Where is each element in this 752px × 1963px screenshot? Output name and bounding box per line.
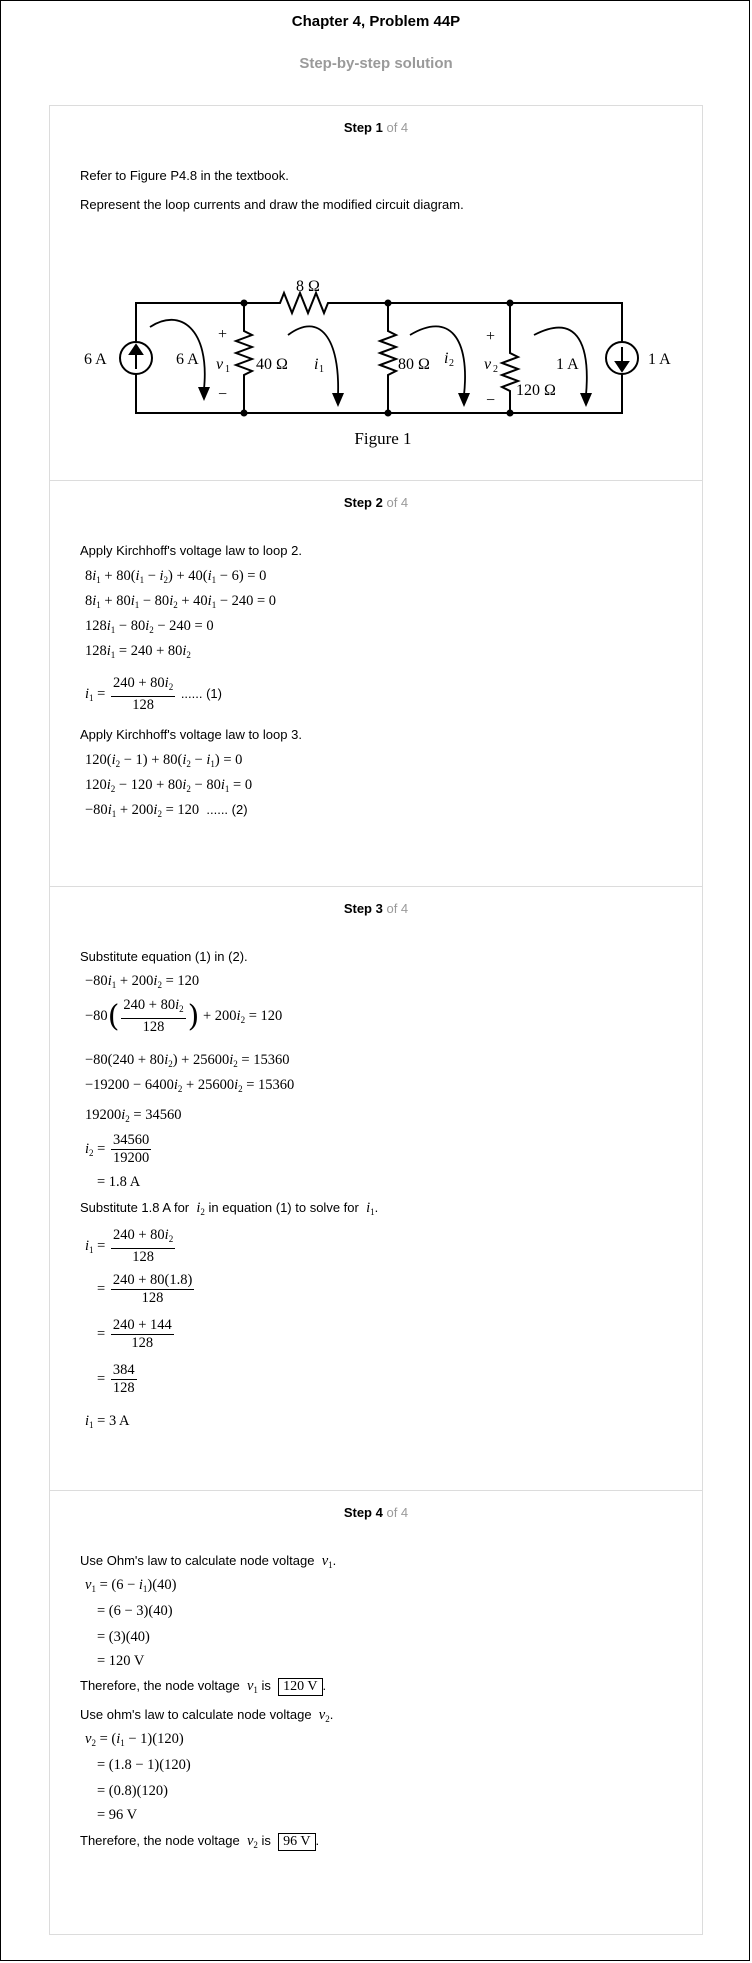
- i2-sub: 2: [449, 358, 454, 369]
- v2-plus: +: [486, 328, 496, 345]
- step-3: [50, 886, 702, 1491]
- kvl-loop3-eq-2: $120i_2 - 120 + 80i_2 - 80i_1 = 0$: [85, 777, 253, 794]
- v1-calc-4: = 120 V: [97, 1653, 145, 1669]
- v1-plus: +: [218, 326, 228, 343]
- answer-v2: 96 V: [278, 1833, 315, 1851]
- step-4: [50, 1490, 702, 1935]
- eq-1: $i_1$ = $\frac{240 + 80i_2}{128}$ ...... (1): [85, 675, 222, 713]
- i2-result: = 1.8 A: [97, 1174, 141, 1190]
- step-1-text-1: Refer to Figure P4.8 in the textbook.: [80, 168, 289, 183]
- solution-subtitle: Step-by-step solution: [299, 55, 453, 72]
- step-1: [50, 106, 702, 480]
- step-3-text-2: Substitute 1.8 A for $i_2$ in equation (1) to solve for $i_1$.: [80, 1200, 379, 1217]
- step-2: [50, 480, 702, 887]
- r-top-label: 8 Ω: [296, 278, 320, 295]
- sub-eq-2: −80( $\frac{240 + 80i_2}{128}$ ) + $200i_2 = 120$: [85, 997, 283, 1035]
- step-4-text-1: Use Ohm's law to calculate node voltage $v_1$.: [80, 1553, 337, 1570]
- sub-eq-1: $-80i_1 + 200i_2 = 120$: [85, 973, 200, 990]
- i1-calc-4: = $\frac{384}{128}$: [97, 1362, 135, 1396]
- step-3-header: Step 3 of 4: [343, 901, 409, 916]
- v1-label: v: [216, 356, 224, 373]
- step-2-text-1: Apply Kirchhoff's voltage law to loop 2.: [80, 543, 302, 558]
- problem-title: Chapter 4, Problem 44P: [291, 13, 461, 30]
- kvl-loop2-eq-3: $128i_1 - 80i_2 - 240 = 0$: [85, 618, 214, 635]
- i1-label: i: [314, 356, 319, 373]
- solution-card: [49, 105, 703, 1935]
- v1-minus: −: [218, 386, 228, 403]
- circuit-diagram: [50, 219, 704, 459]
- i1-calc-3: = $\frac{240 + 144}{128}$: [97, 1317, 172, 1351]
- i1-calc-2: = $\frac{240 + 80(1.8)}{128}$: [97, 1272, 193, 1306]
- figure-caption: Figure 1: [354, 429, 412, 448]
- kvl-loop2-eq-2: $8i_1 + 80i_1 - 80i_2 + 40i_1 - 240 = 0$: [85, 593, 277, 610]
- kvl-loop3-eq-1: $120(i_2 - 1) + 80(i_2 - i_1) = 0$: [85, 752, 243, 769]
- step-1-text-2: Represent the loop currents and draw the modified circuit diagram.: [80, 197, 464, 212]
- v1-calc-2: = (6 − 3)(40): [97, 1603, 173, 1619]
- v2-sub: 2: [493, 364, 498, 375]
- v2-label: v: [484, 356, 492, 373]
- loop1-label: 6 A: [176, 351, 199, 368]
- r1-label: 40 Ω: [256, 356, 288, 373]
- i2-label: i: [444, 350, 449, 367]
- step-4-text-2: Use ohm's law to calculate node voltage $v_2$.: [80, 1707, 334, 1724]
- step-4-header: Step 4 of 4: [343, 1505, 409, 1520]
- step-4-conclusion-1: Therefore, the node voltage $v_1$ is 120 V .: [80, 1678, 327, 1695]
- sub-eq-4: $-19200 - 6400i_2 + 25600i_2 = 15360$: [85, 1077, 295, 1094]
- answer-v1: 120 V: [278, 1678, 322, 1696]
- step-1-header: Step 1 of 4: [343, 120, 409, 135]
- i1-calc-1: $i_1$ = $\frac{240 + 80i_2}{128}$: [85, 1227, 174, 1265]
- i1-result: $i_1 = 3$ A: [85, 1413, 130, 1430]
- loop4-label: 1 A: [556, 356, 579, 373]
- v1-calc-1: $v_1 = (6 - i_1)(40)$: [85, 1577, 177, 1594]
- sub-eq-5: $19200i_2 = 34560$: [85, 1107, 182, 1124]
- step-3-text-1: Substitute equation (1) in (2).: [80, 949, 248, 964]
- v1-calc-3: = (3)(40): [97, 1629, 150, 1645]
- src-left-label: 6 A: [84, 351, 107, 368]
- step-4-conclusion-2: Therefore, the node voltage $v_2$ is 96 V .: [80, 1833, 320, 1850]
- kvl-loop2-eq-4: $128i_1 = 240 + 80i_2$: [85, 643, 191, 660]
- kvl-loop2-eq-1: $8i_1 + 80(i_1 - i_2) + 40(i_1 - 6) = 0$: [85, 568, 267, 585]
- v2-minus: −: [486, 392, 496, 409]
- step-2-text-2: Apply Kirchhoff's voltage law to loop 3.: [80, 727, 302, 742]
- sub-eq-6: $i_2$ = $\frac{34560}{19200}$: [85, 1132, 150, 1166]
- sub-eq-3: $-80(240 + 80i_2) + 25600i_2 = 15360$: [85, 1052, 290, 1069]
- v2-calc-1: $v_2 = (i_1 - 1)(120)$: [85, 1731, 184, 1748]
- v2-calc-4: = 96 V: [97, 1807, 138, 1823]
- step-2-header: Step 2 of 4: [343, 495, 409, 510]
- i1-sub: 1: [319, 364, 324, 375]
- v1-sub: 1: [225, 364, 230, 375]
- r2-label: 80 Ω: [398, 356, 430, 373]
- v2-calc-2: = (1.8 − 1)(120): [97, 1757, 191, 1773]
- r3-label: 120 Ω: [516, 382, 556, 399]
- v2-calc-3: = (0.8)(120): [97, 1783, 168, 1799]
- eq-2: $-80i_1 + 200i_2 = 120$ ...... (2): [85, 802, 248, 819]
- src-right-label: 1 A: [648, 351, 671, 368]
